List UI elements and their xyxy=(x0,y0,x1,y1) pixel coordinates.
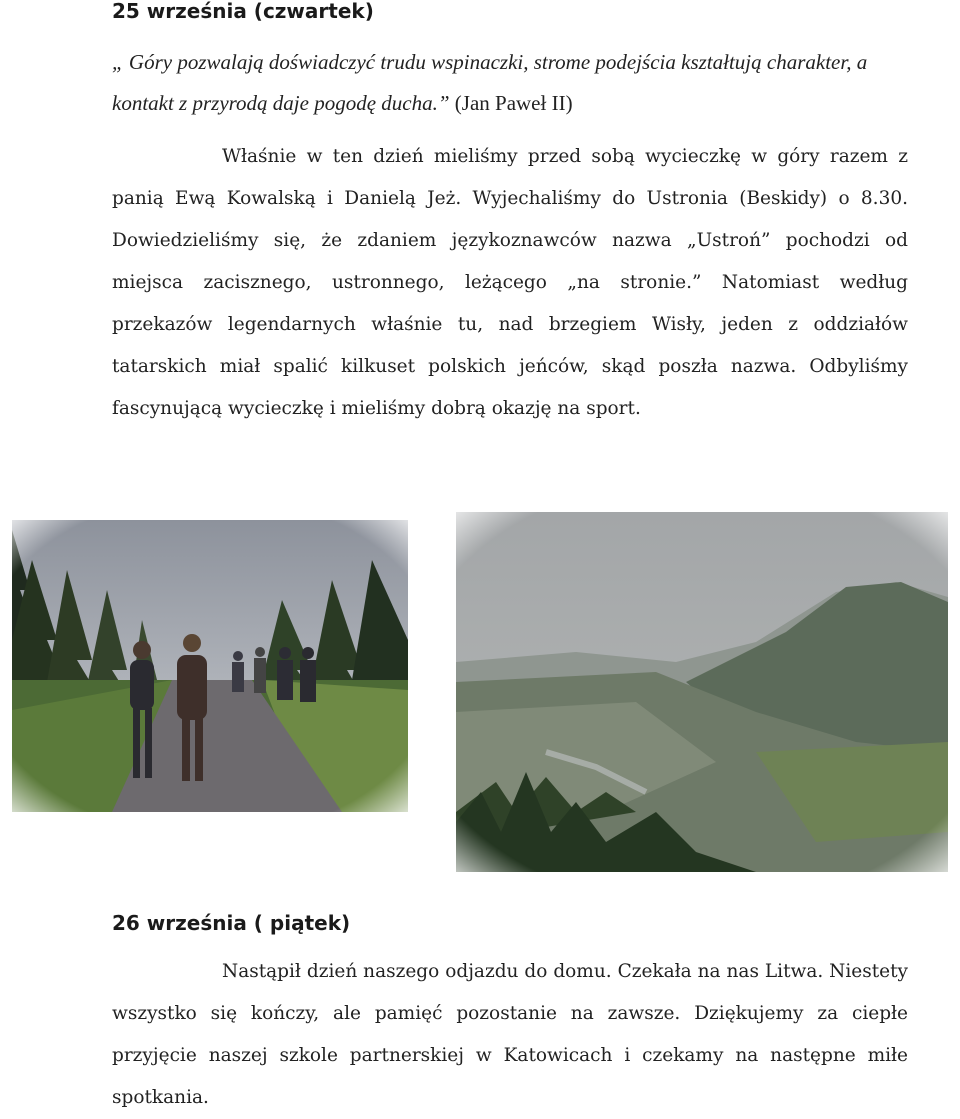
section1-paragraph-text: Właśnie w ten dzień mieliśmy przed sobą wycieczkę w góry razem z panią Ewą Kowalską i Danielą Jeż. Wyjechaliśmy do Ustronia (Beskidy) o 8.30. Dowiedzieliśmy się, że zdaniem językoznawców nazwa „Ustroń” pochodzi od miejsca zacisznego, ustronnego, leżącego „na stronie.” Natomiast według przekazów legendarnych właśnie tu, nad brzegiem Wisły, jeden z oddziałów tatarskich miał spalić kilkuset polskich jeńców, skąd poszła nazwa. Odbyliśmy fascynującą wycieczkę i mieliśmy dobrą okazję na sport. xyxy=(112,146,908,419)
quote xyxy=(112,42,912,124)
section2-paragraph-text: Nastąpił dzień naszego odjazdu do domu. Czekała na nas Litwa. Niestety wszystko się kończy, ale pamięć pozostanie na zawsze. Dziękujemy za ciepłe przyjęcie naszej szkole partnerskiej w Katowicach i czekamy na następne miłe spotkania. xyxy=(112,961,908,1108)
quote-author: (Jan Paweł II) xyxy=(454,91,573,115)
photo-hikers xyxy=(12,520,408,812)
section-heading-26-september: 26 września ( piątek) xyxy=(112,911,351,935)
photo-hikers-image xyxy=(12,520,408,812)
photo-valley-image xyxy=(456,512,948,872)
quote-text: „ Góry pozwalają doświadczyć trudu wspinaczki, strome podejścia kształtują charakter, a kontakt z przyrodą daje pogodę ducha.” xyxy=(112,50,868,115)
section-heading-25-september: 25 września (czwartek) xyxy=(112,0,374,23)
photo-valley xyxy=(456,512,948,872)
section1-paragraph xyxy=(112,136,908,430)
section2-paragraph xyxy=(112,951,908,1119)
